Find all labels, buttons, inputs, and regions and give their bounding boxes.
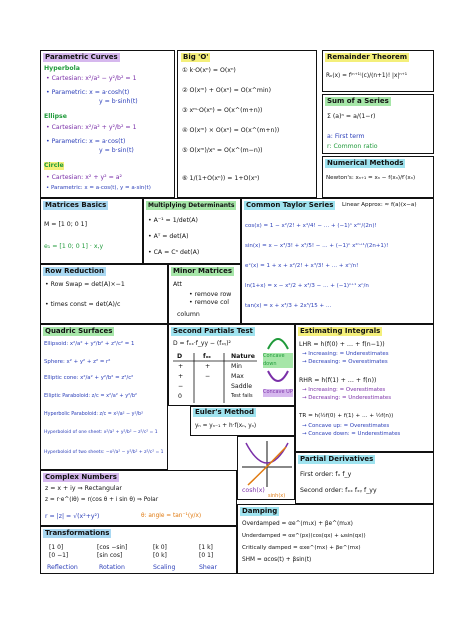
- row-swap: • Row Swap = det(A)×−1: [45, 281, 125, 288]
- remainder-title: Remainder Theorem: [327, 53, 407, 61]
- matrix-m-eq: M = [1 0; 0 1]: [44, 221, 88, 228]
- concave-down-label: Concave down: [263, 353, 293, 368]
- circle-label: Circle: [44, 162, 64, 169]
- damping-over: Overdamped = αe^(m₁x) + βe^(m₂x): [242, 521, 353, 527]
- remainder-box: [322, 50, 434, 92]
- transform-scaling: Scaling: [153, 564, 176, 571]
- euler-box: [190, 406, 295, 436]
- damping-shm: SHM = αcos(t) + βsin(t): [242, 557, 312, 563]
- row-times-const: • times const = det(A)/c: [45, 301, 121, 308]
- concave-down-icon: [265, 333, 291, 351]
- transforms-box: [40, 526, 237, 574]
- hyperbola-cartesian: • Cartesian: x²/a² − y²/b² = 1: [46, 75, 137, 82]
- big-o-box: [177, 50, 317, 198]
- quadric-box: [40, 324, 168, 470]
- ellipse-param-x: • Parametric: x = a·cos(t): [46, 138, 126, 145]
- quadric-ellipsoid: Ellipsoid: x²/a² + y²/b² + z²/c² = 1: [44, 341, 135, 347]
- tr-formula: TR = h(½f(0) + f(1) + … + ½f(n)): [299, 413, 394, 419]
- remainder-formula: Rₙ(x) = f⁽ⁿ⁺¹⁾(c)/(n+1)! |x|ⁿ⁺¹: [326, 73, 408, 79]
- d-formula: D = fₓₓ·f_yy − (fₓᵧ)²: [173, 340, 231, 347]
- row3-nature: Saddle: [231, 383, 253, 390]
- hyperbola-label: Hyperbola: [44, 65, 80, 72]
- transform-reflection: Reflection: [47, 564, 78, 571]
- transforms-title: Transformations: [45, 529, 110, 537]
- ellipse-cartesian: • Cartesian: x²/a² + y²/b² = 1: [46, 124, 137, 131]
- col-d: D: [177, 353, 183, 360]
- complex-modulus: r = |z| = √(x²+y²): [45, 513, 100, 520]
- concave-up-label: Concave UP: [263, 389, 293, 395]
- rhr-decreasing: → Decreasing: = Underestimates: [302, 395, 392, 401]
- matrix-e1: e₁ = [1 0; 0 1] · x,y: [44, 243, 104, 250]
- svg-text:[0 1]: [0 1]: [199, 552, 214, 559]
- sum-series-title: Sum of a Series: [327, 97, 389, 105]
- row1-d: +: [178, 363, 184, 370]
- euler-title: Euler's Method: [195, 408, 254, 416]
- quadric-hyperbolic-paraboloid: Hyperbolic Paraboloid: z/c = x²/a² − y²/b²: [44, 412, 144, 417]
- taylor-exp: eˣ(x) = 1 + x + x²/2! + x³/3! + … + xⁿ/n!: [245, 263, 359, 269]
- row2-d: +: [178, 373, 184, 380]
- sum-series-box: [322, 94, 434, 154]
- rhr-formula: RHR = h(f(1) + … + f(n)): [299, 377, 377, 384]
- newton-formula: Newton's: xₙ₊₁ = xₙ − f(xₙ)/f′(xₙ): [326, 175, 416, 181]
- taylor-tan: tan(x) = x + x³/3 + 2x⁵/15 + …: [245, 303, 332, 309]
- complex-polar: z = r·e^(iθ) = r(cos θ + i sin θ) ⇒ Polar: [45, 497, 159, 503]
- minor-line-2: • remove row: [189, 291, 232, 298]
- integrals-box: [295, 324, 434, 452]
- minor-line-4: column: [177, 311, 200, 318]
- tr-concave-up: → Concave up: = Overestimates: [302, 423, 390, 429]
- partial-derivs-box: [295, 452, 434, 504]
- big-o-rule-4: ④ O(xᵐ) × O(xⁿ) = O(x^(m+n)): [182, 127, 280, 134]
- ellipse-label: Ellipse: [44, 113, 67, 120]
- row1-fxx: +: [205, 363, 211, 370]
- taylor-box: [241, 198, 434, 324]
- lhr-decreasing: → Decreasing: = Overestimates: [302, 359, 388, 365]
- quadric-elliptic-cone: Elliptic cone: x²/a² + y²/b² = z²/c²: [44, 375, 134, 381]
- taylor-cos: cos(x) = 1 − x²/2! + x⁴/4! − … + (−1)ⁿ x²ⁿ/(2n)!: [245, 223, 377, 229]
- mult-det-inverse: • A⁻¹ = 1/det(A): [148, 217, 198, 224]
- row1-nature: Min: [231, 363, 242, 370]
- damping-box: [237, 504, 434, 574]
- row2-fxx: −: [205, 373, 211, 380]
- second-partials-title: Second Partials Test: [173, 327, 253, 335]
- sum-first-term: a: First term: [327, 133, 365, 140]
- hyperbola-param-y: y = b·sinh(t): [99, 98, 138, 105]
- taylor-sin: sin(x) = x − x³/3! + x⁵/5! − … + (−1)ⁿ x²ⁿ⁺¹/(2n+1)!: [245, 243, 389, 249]
- row4-nature: Test fails: [231, 393, 253, 399]
- svg-text:[sin cos]: [sin cos]: [97, 552, 123, 559]
- partial-derivs-title: Partial Derivatives: [300, 455, 374, 463]
- big-o-rule-2: ② O(xᵐ) + O(xⁿ) = O(x^min): [182, 87, 272, 94]
- ellipse-param-y: y = b·sin(t): [99, 147, 134, 154]
- big-o-rule-1: ① k·O(xⁿ) = O(xⁿ): [182, 67, 236, 74]
- row3-d: −: [178, 383, 184, 390]
- row-reduction-title: Row Reduction: [45, 267, 104, 275]
- tr-concave-down: → Concave down: = Underestimates: [302, 431, 401, 437]
- euler-formula: yₙ = yₙ₋₁ + h·f(xₙ, yₙ): [195, 423, 257, 429]
- newton-title: Numerical Methods: [327, 159, 404, 167]
- quadric-elliptic-paraboloid: Elliptic Paraboloid: z/c = x²/a² + y²/b²: [44, 393, 138, 399]
- matrix-basics-title: Matrices Basics: [45, 201, 107, 209]
- mult-det-ca: • CA = Cⁿ det(A): [148, 249, 200, 256]
- second-partials-box: [168, 324, 295, 406]
- minor-line-1: Att: [173, 281, 182, 288]
- matrix-basics-box: [40, 198, 143, 264]
- svg-text:[cos −sin]: [cos −sin]: [97, 544, 128, 551]
- hyperbola-param-x: • Parametric: x = a·cosh(t): [46, 89, 130, 96]
- minor-title: Minor Matrices: [173, 267, 232, 275]
- minor-box: [168, 264, 241, 324]
- transform-shear: Shear: [199, 564, 217, 571]
- svg-text:[0 −1]: [0 −1]: [49, 552, 69, 559]
- rhr-increasing: → Increasing: = Overestimates: [302, 387, 386, 393]
- taylor-linear-approx: Linear Approx: ≈ f(a)(x−a): [342, 202, 417, 208]
- damping-under: Underdamped = αe^(px)(cos(qx) + ωsin(qx)): [242, 533, 366, 539]
- lhr-formula: LHR = h(f(0) + … + f(n−1)): [299, 341, 385, 348]
- big-o-rule-5: ⑤ O(xᵐ)/xⁿ = O(x^(m−n)): [182, 147, 263, 154]
- hyperbolic-graph-box: [237, 436, 295, 500]
- parametric-title: Parametric Curves: [45, 53, 118, 61]
- col-fxx: fₓₓ: [203, 353, 211, 360]
- big-o-rule-6: ⑥ 1/(1+O(xⁿ)) = 1+O(xⁿ): [182, 175, 260, 182]
- lhr-increasing: → Increasing: = Underestimates: [302, 351, 389, 357]
- damping-critical: Critically damped = αxe^(mx) + βe^(mx): [242, 545, 361, 551]
- row-reduction-box: [40, 264, 168, 324]
- taylor-ln: ln(1+x) = x − x²/2 + x³/3 − … + (−1)ⁿ⁺¹ xⁿ/n: [245, 283, 369, 289]
- quadric-title: Quadric Surfaces: [45, 327, 113, 335]
- circle-parametric: • Parametric: x = a·cos(t), y = a·sin(t): [46, 185, 151, 191]
- parametric-box: [40, 50, 175, 198]
- complex-title: Complex Numbers: [45, 473, 117, 481]
- sinh-label: sinh(x): [268, 493, 286, 499]
- cosh-label: cosh(x): [242, 487, 265, 494]
- circle-cartesian: • Cartesian: x² + y² = a²: [46, 174, 123, 181]
- col-nature: Nature: [231, 353, 255, 360]
- complex-argument: θ: angle = tan⁻¹(y/x): [141, 513, 202, 519]
- mult-det-title: Multiplying Determinants: [148, 202, 235, 209]
- integrals-title: Estimating Integrals: [300, 327, 381, 335]
- big-o-title: Big 'O': [183, 53, 209, 61]
- quadric-hyperboloid-two: Hyperboloid of two sheets: −x²/a² − y²/b² + z²/c² = 1: [44, 450, 164, 455]
- big-o-rule-3: ③ xᵐ·O(xⁿ) = O(x^(m+n)): [182, 107, 263, 114]
- mult-det-transpose: • Aᵀ = det(A): [148, 233, 189, 240]
- svg-text:[1 0]: [1 0]: [49, 544, 64, 551]
- quadric-hyperboloid-one: Hyperboloid of one sheet: x²/a² + y²/b² − z²/c² = 1: [44, 430, 158, 435]
- complex-rect: z = x + iy ⇒ Rectangular: [45, 485, 122, 492]
- mult-det-box: [143, 198, 241, 264]
- partial-second-order: Second order: fₓₓ fₓᵧ f_yy: [300, 487, 377, 494]
- partial-first-order: First order: fₓ f_y: [300, 471, 352, 478]
- complex-box: [40, 470, 237, 526]
- quadric-sphere: Sphere: x² + y² + z² = r²: [44, 359, 111, 365]
- transform-rotation: Rotation: [99, 564, 125, 571]
- row4-d: 0: [178, 393, 182, 400]
- damping-title: Damping: [242, 507, 278, 515]
- minor-line-3: • remove col: [189, 299, 229, 306]
- row2-nature: Max: [231, 373, 244, 380]
- newton-box: [322, 156, 434, 198]
- svg-text:[1 k]: [1 k]: [199, 544, 213, 551]
- sum-ratio: r: Common ratio: [327, 143, 378, 150]
- svg-text:[0 k]: [0 k]: [153, 552, 167, 559]
- concave-up-icon: [265, 369, 291, 387]
- taylor-title: Common Taylor Series: [246, 201, 334, 209]
- sum-series-formula: Σ (a)ⁿ = a/(1−r): [327, 113, 376, 120]
- svg-text:[k 0]: [k 0]: [153, 544, 167, 551]
